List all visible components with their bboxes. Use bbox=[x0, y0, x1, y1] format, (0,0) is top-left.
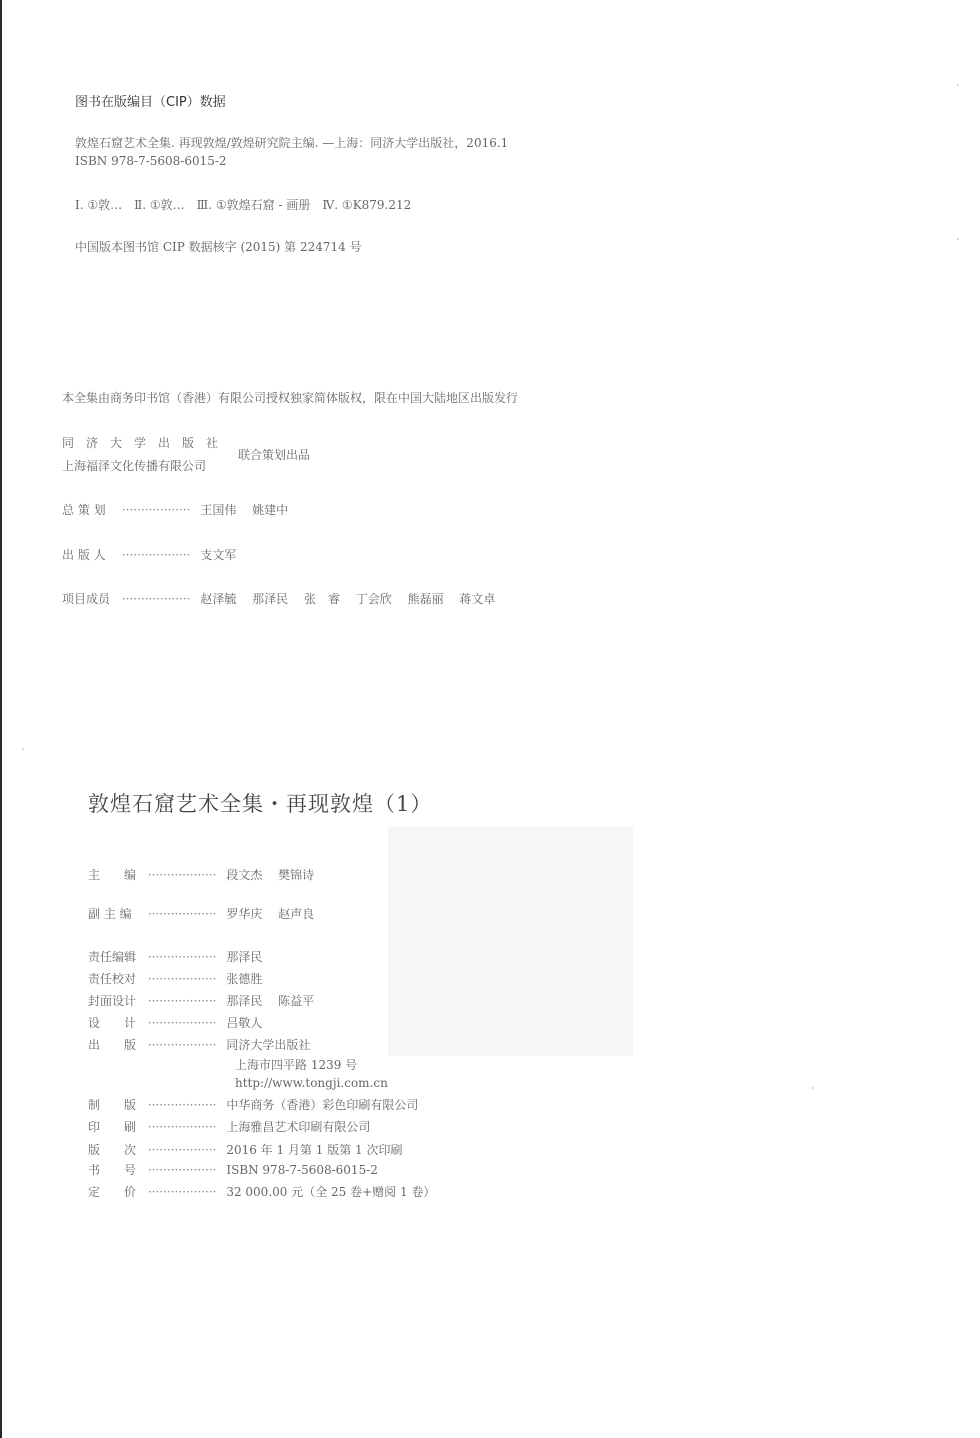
credit-value: 张德胜 bbox=[226, 972, 263, 986]
credit-label: 出 版 人 bbox=[62, 548, 106, 562]
credit-dots: ·················· bbox=[147, 950, 217, 964]
credit-dots: ·················· bbox=[147, 868, 217, 882]
credit-row bbox=[62, 590, 495, 607]
credit-label: 责任编辑 bbox=[88, 950, 137, 964]
cip-record: 中国版本图书馆 CIP 数据核字 (2015) 第 224714 号 bbox=[75, 240, 362, 254]
credit-dots: ·················· bbox=[147, 1038, 217, 1052]
credit-value: 段文杰 樊锦诗 bbox=[226, 868, 315, 882]
credit-value: 王国伟 姚建中 bbox=[200, 503, 289, 517]
credit-value: 支文军 bbox=[200, 548, 237, 562]
credit-label: 定 价 bbox=[88, 1185, 137, 1199]
credit-dots: ·················· bbox=[147, 1098, 217, 1112]
scan-speck bbox=[22, 748, 24, 750]
credit-dots: ·················· bbox=[121, 503, 191, 517]
publisher-url[interactable]: http://www.tongji.com.cn bbox=[235, 1076, 388, 1090]
credit-dots: ·················· bbox=[147, 1120, 217, 1134]
credit-row bbox=[88, 1014, 262, 1031]
credit-value: 罗华庆 赵声良 bbox=[226, 907, 315, 921]
cip-line-1: 敦煌石窟艺术全集. 再现敦煌/敦煌研究院主编. —上海：同济大学出版社，2016.1 bbox=[75, 136, 509, 150]
credit-row bbox=[62, 546, 236, 563]
credit-label: 总 策 划 bbox=[62, 503, 106, 517]
scan-speck bbox=[957, 84, 959, 86]
credit-dots: ·················· bbox=[147, 972, 217, 986]
scan-speck bbox=[812, 1087, 814, 1089]
credit-dots: ·················· bbox=[147, 994, 217, 1008]
credit-dots: ·················· bbox=[121, 592, 191, 606]
producer-role: 联合策划出品 bbox=[238, 448, 311, 462]
credit-row bbox=[88, 1096, 418, 1113]
cip-classification: Ⅰ. ①敦… Ⅱ. ①敦… Ⅲ. ①敦煌石窟 - 画册 Ⅳ. ①K879.212 bbox=[75, 198, 412, 212]
rights-statement: 本全集由商务印书馆（香港）有限公司授权独家简体版权，限在中国大陆地区出版发行 bbox=[62, 391, 519, 405]
credit-row bbox=[88, 948, 262, 965]
credit-label: 设 计 bbox=[88, 1016, 137, 1030]
credit-row bbox=[88, 1161, 378, 1178]
credit-row bbox=[88, 905, 314, 922]
credit-label: 副 主 编 bbox=[88, 907, 132, 921]
credit-dots: ·················· bbox=[147, 907, 217, 921]
credit-value: 吕敬人 bbox=[226, 1016, 263, 1030]
credit-row bbox=[88, 1141, 402, 1158]
credit-row bbox=[88, 970, 262, 987]
producer-name-1: 同 济 大 学 出 版 社 bbox=[62, 436, 219, 450]
volume-title: 敦煌石窟艺术全集・再现敦煌（1） bbox=[88, 792, 433, 816]
publisher-address: 上海市四平路 1239 号 bbox=[235, 1058, 358, 1072]
credit-dots: ·················· bbox=[147, 1143, 217, 1157]
credit-value: 中华商务（香港）彩色印刷有限公司 bbox=[226, 1098, 419, 1112]
credit-value: 那泽民 bbox=[226, 950, 263, 964]
credit-dots: ·················· bbox=[147, 1185, 217, 1199]
credit-value: 同济大学出版社 bbox=[226, 1038, 311, 1052]
shaded-area bbox=[388, 826, 633, 1056]
credit-label: 印 刷 bbox=[88, 1120, 137, 1134]
producer-name-2: 上海福泽文化传播有限公司 bbox=[62, 459, 207, 473]
credit-label: 责任校对 bbox=[88, 972, 137, 986]
credit-label: 主 编 bbox=[88, 868, 137, 882]
credit-row bbox=[88, 992, 314, 1009]
scan-speck bbox=[957, 238, 959, 240]
page-edge bbox=[0, 0, 2, 1438]
credit-label: 版 次 bbox=[88, 1143, 137, 1157]
credit-value: 赵泽毓 那泽民 张 睿 丁会欣 熊磊丽 蒋文卓 bbox=[200, 592, 496, 606]
credit-value: 那泽民 陈益平 bbox=[226, 994, 315, 1008]
credit-row bbox=[88, 1183, 435, 1200]
credit-dots: ·················· bbox=[147, 1016, 217, 1030]
credit-value: 32 000.00 元（全 25 卷+赠阅 1 卷） bbox=[226, 1185, 436, 1199]
cip-heading: 图书在版编目（CIP）数据 bbox=[75, 95, 226, 110]
credit-dots: ·················· bbox=[121, 548, 191, 562]
credit-row bbox=[88, 866, 314, 883]
credit-label: 项目成员 bbox=[62, 592, 111, 606]
cip-line-2: ISBN 978-7-5608-6015-2 bbox=[75, 154, 227, 168]
credit-label: 制 版 bbox=[88, 1098, 137, 1112]
credit-value: 2016 年 1 月第 1 版第 1 次印刷 bbox=[226, 1143, 403, 1157]
credit-label: 封面设计 bbox=[88, 994, 137, 1008]
credit-value: ISBN 978-7-5608-6015-2 bbox=[226, 1163, 378, 1177]
credit-value: 上海雅昌艺术印刷有限公司 bbox=[226, 1120, 371, 1134]
credit-dots: ·················· bbox=[147, 1163, 217, 1177]
credit-row bbox=[62, 501, 288, 518]
credit-row bbox=[88, 1036, 310, 1053]
credit-label: 出 版 bbox=[88, 1038, 137, 1052]
credit-row bbox=[88, 1118, 370, 1135]
credit-label: 书 号 bbox=[88, 1163, 137, 1177]
